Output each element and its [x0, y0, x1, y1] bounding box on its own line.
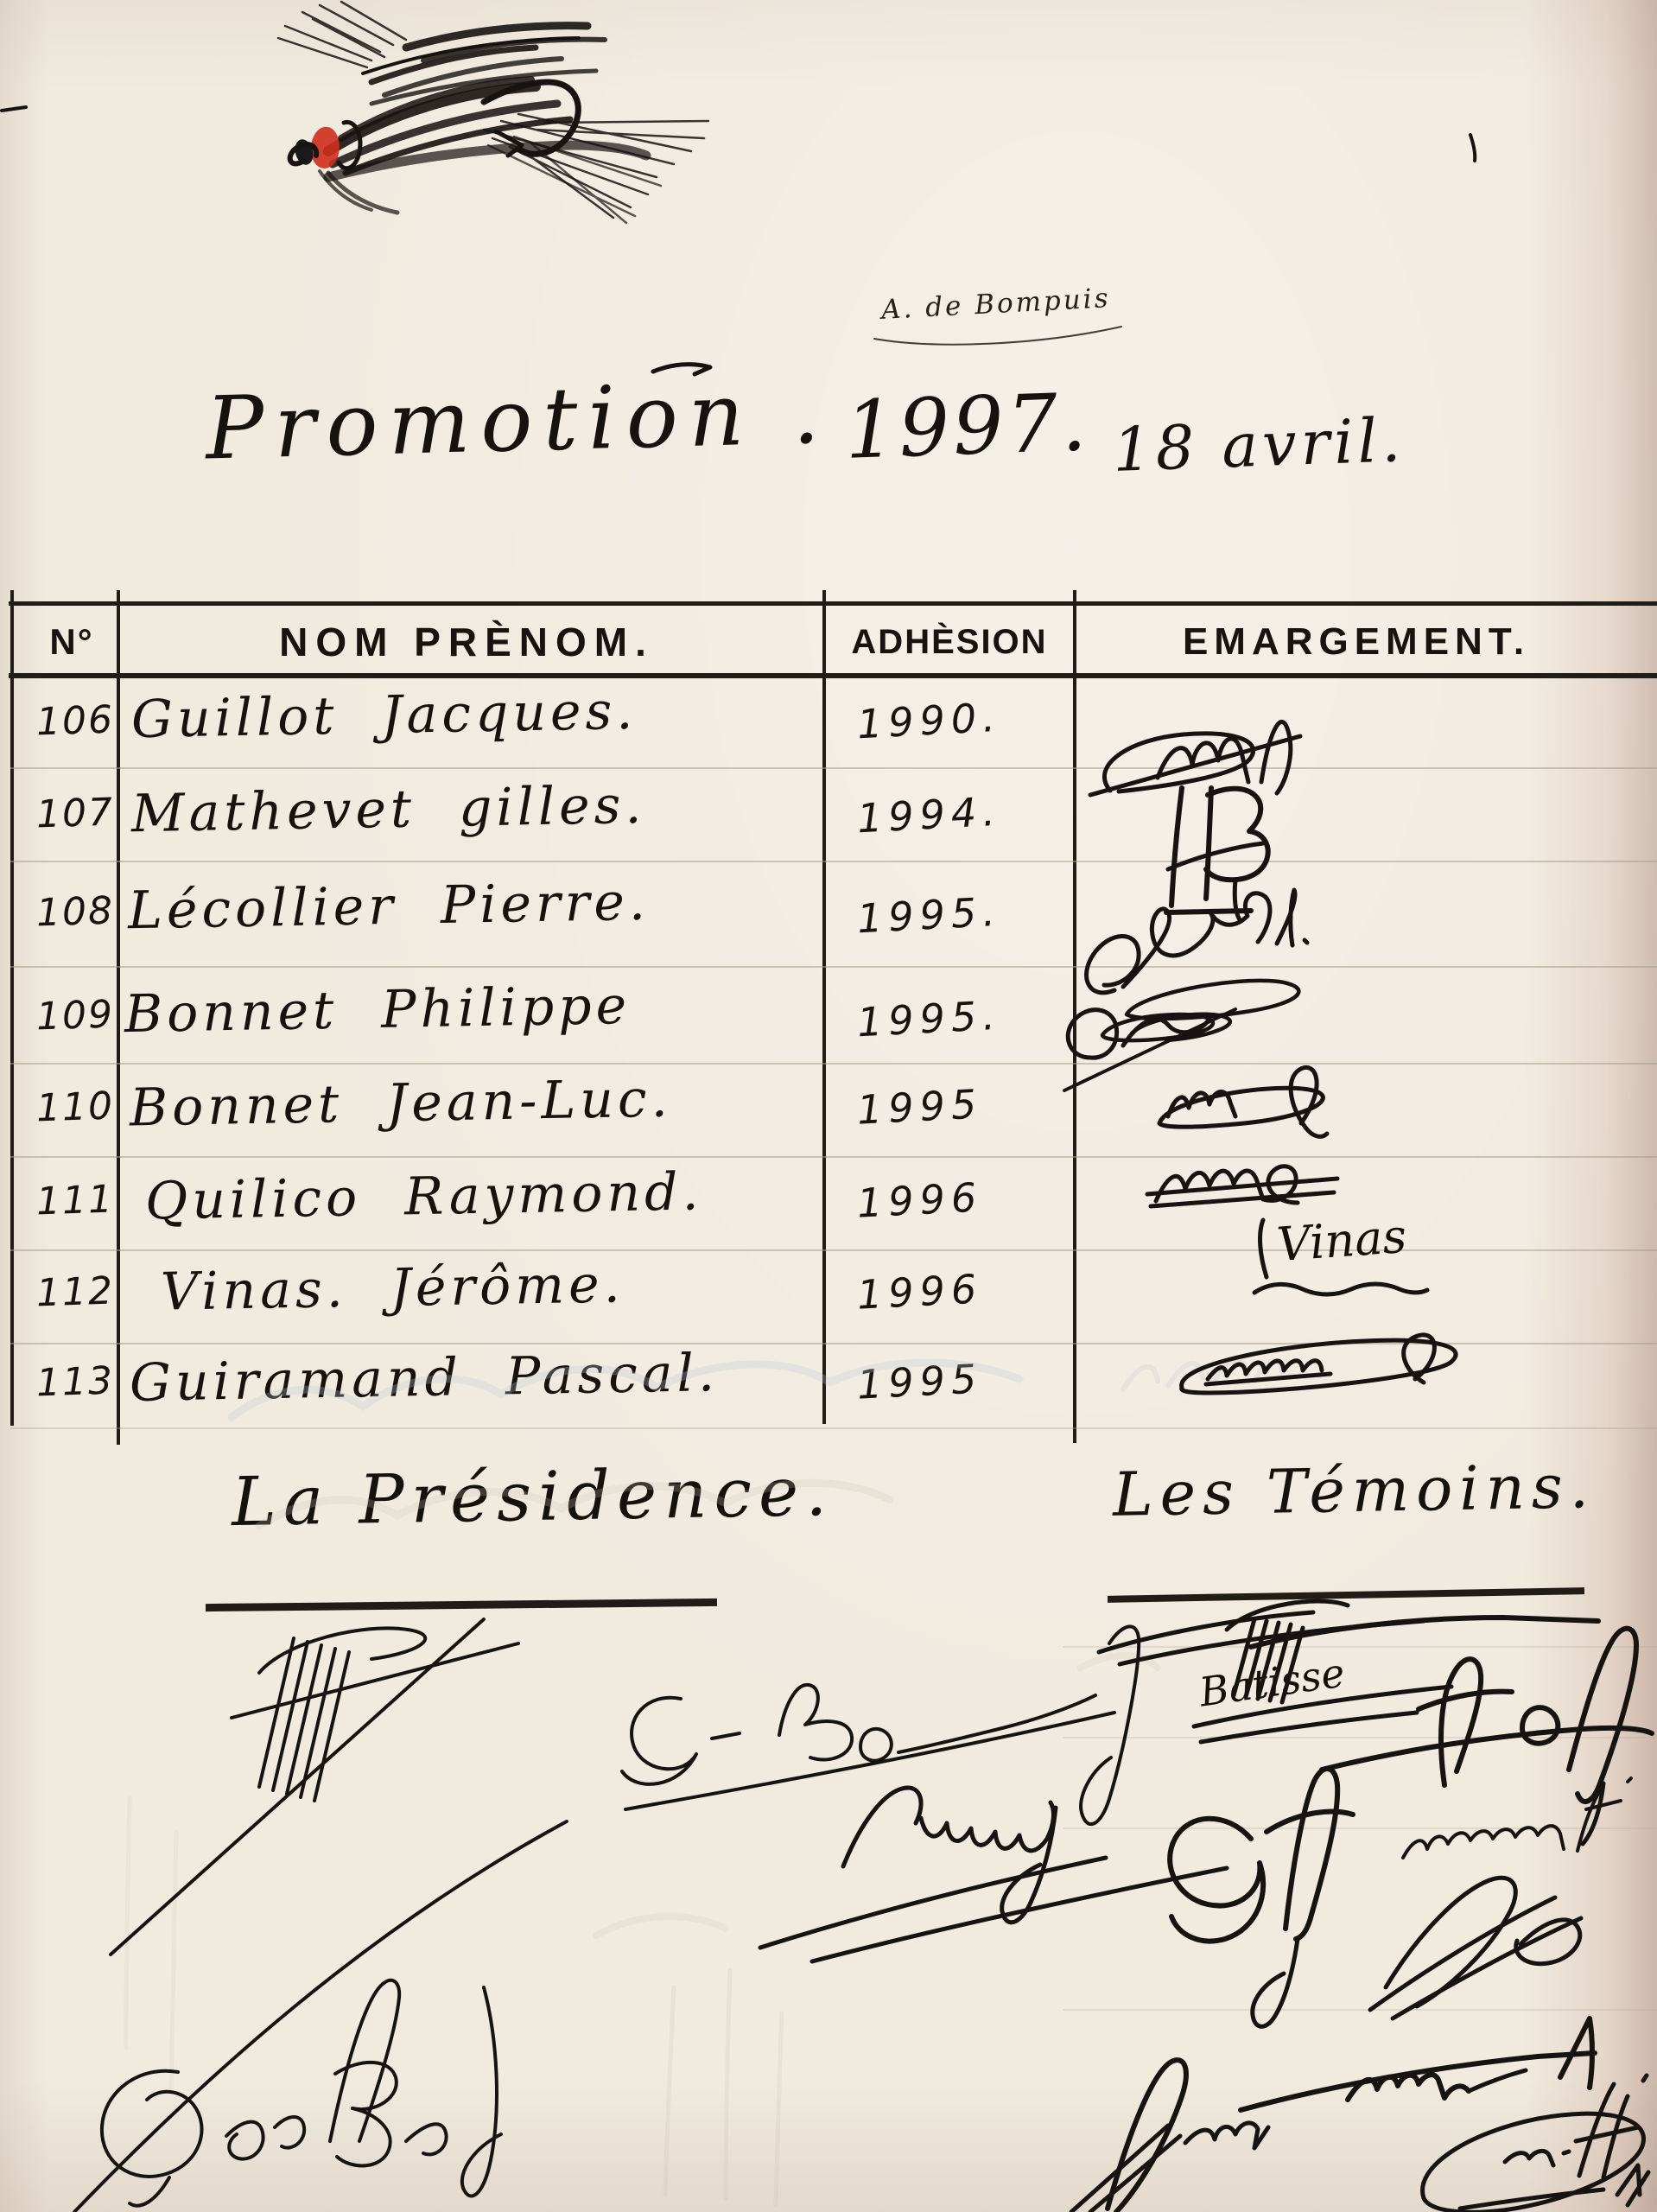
witness-signature-7: [1423, 2075, 1648, 2212]
row-number: 113: [35, 1358, 115, 1406]
row-number: 106: [35, 697, 115, 745]
table-row: [0, 862, 1657, 968]
row-adhesion-year: 1995.: [855, 991, 1003, 1046]
row-number: 107: [35, 790, 115, 837]
fly-hook: [484, 82, 578, 154]
row-adhesion-year: 1995: [855, 1355, 984, 1408]
ruled-line: [1063, 1646, 1657, 1648]
row-number: 110: [35, 1084, 115, 1131]
row-adhesion-year: 1995: [855, 1080, 984, 1134]
ruled-line: [1063, 2009, 1657, 2011]
ruled-line: [1063, 1827, 1657, 1829]
president-signature-1: [111, 1619, 518, 1955]
row-adhesion-year: 1996: [855, 1265, 984, 1319]
row-number: 112: [35, 1268, 115, 1316]
president-signature-3: [760, 1788, 1227, 1961]
right-heading-underline: [1108, 1587, 1584, 1603]
table-row: [0, 1065, 1657, 1158]
row-adhesion-year: 1990.: [855, 693, 1003, 748]
bottom-center-signature: [1071, 2060, 1268, 2212]
row-name: Mathevet gilles.: [130, 774, 646, 845]
page-title-date: 18 avril.: [1111, 404, 1406, 486]
left-section-heading: La Présidence.: [231, 1452, 835, 1542]
fly-red-butt: [311, 127, 340, 168]
row-adhesion-year: 1996: [855, 1173, 984, 1227]
witness-signature-2: [1251, 1618, 1652, 1844]
row-name: Vinas. Jérôme.: [160, 1254, 625, 1323]
row-name: Lécollier Pierre.: [127, 871, 651, 942]
president-signature-4: [74, 1821, 567, 2212]
row-name: Bonnet Philippe: [124, 975, 632, 1046]
row-name: Quilico Raymond.: [144, 1161, 704, 1232]
witness-signature-3: [1170, 1769, 1353, 2026]
signature-vinas-text: Vinas: [1274, 1208, 1409, 1273]
president-signature-2: [622, 1626, 1139, 1824]
table-row: [0, 769, 1657, 862]
header-adhesion: ADHÈSION: [851, 623, 1048, 661]
page-title-year: 1997.: [843, 376, 1092, 477]
row-number: 111: [35, 1177, 115, 1224]
signature-batisse-text: Batisse: [1197, 1649, 1348, 1716]
row-adhesion-year: 1994.: [855, 787, 1003, 842]
header-num: N°: [49, 621, 94, 662]
row-name: Bonnet Jean-Luc.: [129, 1068, 673, 1139]
right-section-heading: Les Témoins.: [1112, 1451, 1597, 1530]
table-row: [0, 1344, 1657, 1431]
page-title: Promotion .: [204, 361, 832, 480]
table-row: [0, 1158, 1657, 1251]
fly-head: [292, 137, 315, 167]
table-row: [0, 968, 1657, 1065]
left-heading-underline: [206, 1599, 717, 1611]
witness-signature-5: [1370, 1878, 1581, 2018]
table-row: [0, 677, 1657, 769]
ruled-line: [1063, 1737, 1657, 1738]
artist-signature: A. de Bompuis: [880, 283, 1112, 326]
row-name: Guillot Jacques.: [130, 680, 638, 751]
stray-pen-marks: [2, 107, 1475, 374]
table-top-border: [9, 601, 1657, 606]
witness-signature-6: [1241, 2018, 1595, 2110]
header-emargement: EMARGEMENT.: [1182, 620, 1531, 663]
row-number: 108: [35, 888, 115, 936]
header-name: NOM PRÈNOM.: [279, 620, 654, 664]
witness-signature-4: [1403, 1778, 1631, 1858]
row-name: Guiramand Pascal.: [129, 1343, 720, 1414]
table-row: [0, 1251, 1657, 1344]
row-number: 109: [35, 992, 115, 1039]
row-adhesion-year: 1995.: [855, 887, 1003, 943]
